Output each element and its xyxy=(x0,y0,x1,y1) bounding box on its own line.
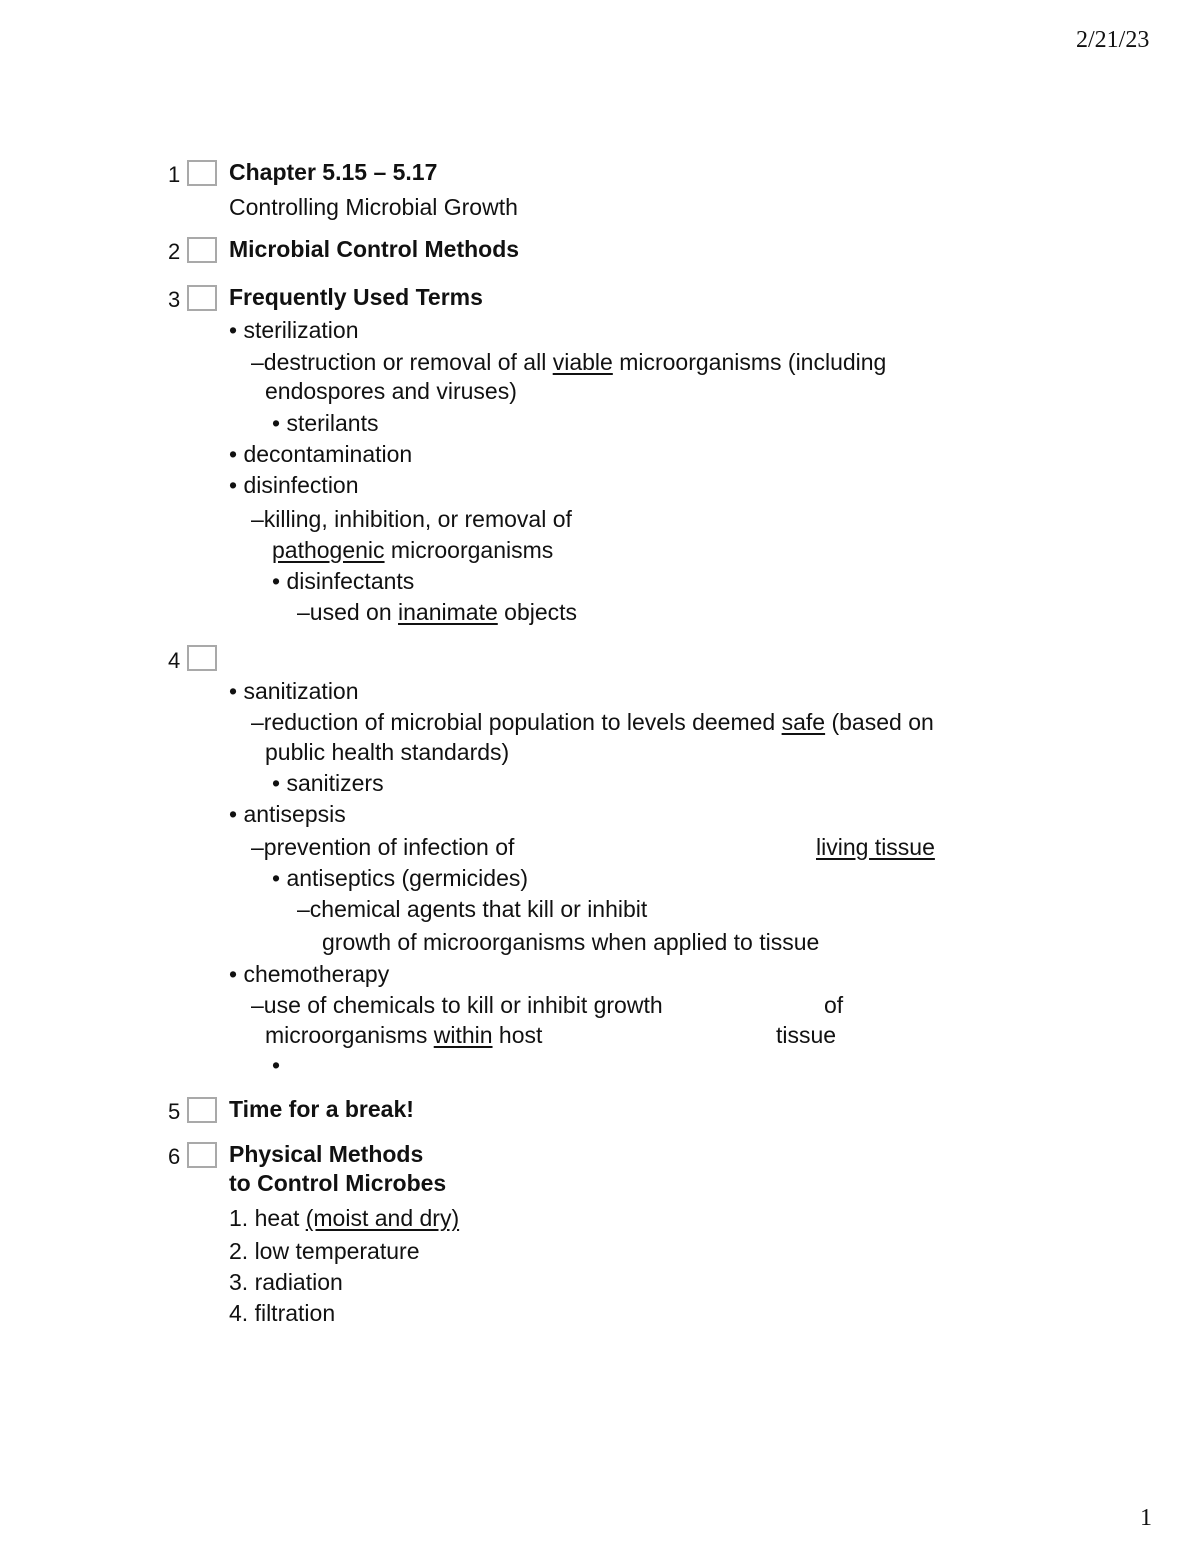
term-disinfectants: • disinfectants xyxy=(272,568,415,594)
slide-number: 5 xyxy=(168,1099,181,1124)
definition-line: pathogenic microorganisms xyxy=(272,537,554,563)
definition-line: tissue xyxy=(776,1022,837,1048)
slide-title: Microbial Control Methods xyxy=(229,236,520,262)
slide-number: 1 xyxy=(168,162,181,187)
definition-line: public health standards) xyxy=(265,739,510,765)
slide-number: 6 xyxy=(168,1144,181,1169)
slide-thumbnail-box xyxy=(187,1097,217,1123)
definition-line: living tissue xyxy=(816,834,935,860)
slide-title: Chapter 5.15 – 5.17 xyxy=(229,159,438,185)
term-antiseptics: • antiseptics (germicides) xyxy=(272,865,529,891)
list-item: 1. heat (moist and dry) xyxy=(229,1205,460,1231)
term-decontamination: • decontamination xyxy=(229,441,413,467)
slide-thumbnail-box xyxy=(187,160,217,186)
term-antisepsis: • antisepsis xyxy=(229,801,346,827)
definition-line: –reduction of microbial population to levels deemed safe (based on xyxy=(251,709,934,735)
slide-title-line2: to Control Microbes xyxy=(229,1170,447,1196)
definition-line: microorganisms within host xyxy=(265,1022,543,1048)
term-chemotherapy: • chemotherapy xyxy=(229,961,390,987)
date: 2/21/23 xyxy=(1076,27,1150,53)
term-sanitization: • sanitization xyxy=(229,678,359,704)
slide-title: Frequently Used Terms xyxy=(229,284,483,310)
page-number: 1 xyxy=(1140,1505,1152,1531)
definition-line: –used on inanimate objects xyxy=(297,599,578,625)
definition-line: growth of microorganisms when applied to tissue xyxy=(322,929,820,955)
slide-number: 4 xyxy=(168,648,181,673)
slide-thumbnail-box xyxy=(187,645,217,671)
slide-number: 3 xyxy=(168,287,181,312)
slide-title: Physical Methods xyxy=(229,1141,424,1167)
slide-thumbnail-box xyxy=(187,237,217,263)
term-sterilants: • sterilants xyxy=(272,410,379,436)
slide-thumbnail-box xyxy=(187,285,217,311)
term-disinfection: • disinfection xyxy=(229,472,359,498)
term-sterilization: • sterilization xyxy=(229,317,359,343)
definition-line: –killing, inhibition, or removal of xyxy=(251,506,572,532)
slide-number: 2 xyxy=(168,239,181,264)
slide-thumbnail-box xyxy=(187,1142,217,1168)
slide-subtitle: Controlling Microbial Growth xyxy=(229,194,518,220)
definition-line: –chemical agents that kill or inhibit xyxy=(297,896,648,922)
term-sanitizers: • sanitizers xyxy=(272,770,384,796)
definition-line: –use of chemicals to kill or inhibit growth xyxy=(251,992,663,1018)
definition-line: of xyxy=(824,992,844,1018)
list-item: 3. radiation xyxy=(229,1269,343,1295)
definition-line: endospores and viruses) xyxy=(265,378,517,404)
definition-line: –prevention of infection of xyxy=(251,834,515,860)
list-item: 2. low temperature xyxy=(229,1238,420,1264)
slide-title: Time for a break! xyxy=(229,1096,414,1122)
definition-line: –destruction or removal of all viable microorganisms (including xyxy=(251,349,887,375)
list-item: 4. filtration xyxy=(229,1300,336,1326)
empty-bullet: • xyxy=(272,1052,281,1078)
